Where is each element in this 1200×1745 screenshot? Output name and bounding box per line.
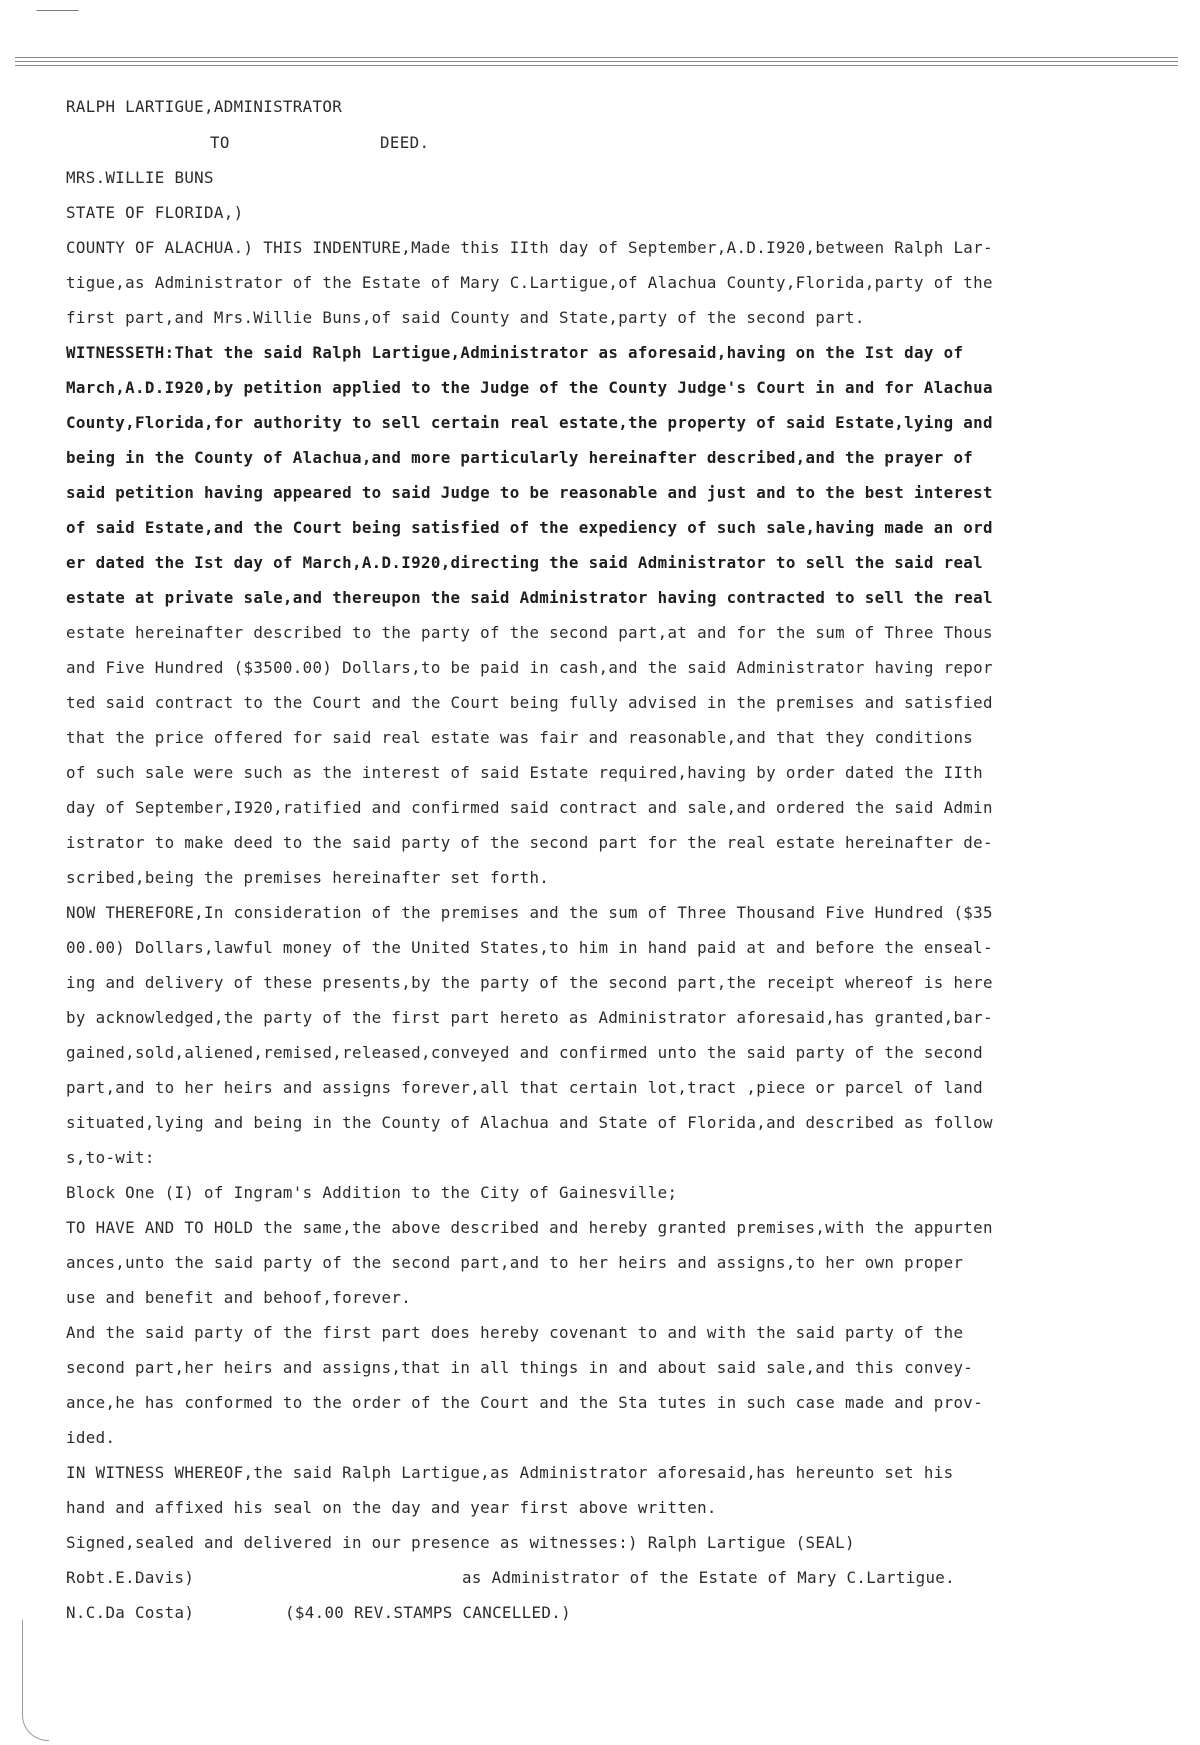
- body-line: of such sale were such as the interest of said Estate required,having by order dated the IIth: [66, 763, 984, 782]
- party-two-line: MRS.WILLIE BUNS: [66, 168, 214, 187]
- body-line: ance,he has conformed to the order of the Court and the Sta tutes in such case made and prov-: [66, 1393, 984, 1412]
- administrator-title: as Administrator of the Estate of Mary C.Lartigue.: [462, 1568, 956, 1587]
- body-line: by acknowledged,the party of the first part hereto as Administrator aforesaid,has granted,bar-: [66, 1008, 993, 1027]
- body-line: part,and to her heirs and assigns forever,all that certain lot,tract ,piece or parcel of land: [66, 1078, 984, 1097]
- body-line: er dated the Ist day of March,A.D.I920,directing the said Administrator to sell the said real: [66, 553, 984, 572]
- party-one-line: RALPH LARTIGUE,ADMINISTRATOR: [66, 97, 343, 116]
- body-line: IN WITNESS WHEREOF,the said Ralph Lartigue,as Administrator aforesaid,has hereunto set his: [66, 1463, 954, 1482]
- body-line: And the said party of the first part does hereby covenant to and with the said party of the: [66, 1323, 964, 1342]
- body-line: ided.: [66, 1428, 116, 1447]
- header-rule-mid: [15, 61, 1178, 62]
- body-line: scribed,being the premises hereinafter set forth.: [66, 868, 550, 887]
- body-line: second part,her heirs and assigns,that in all things in and about said sale,and this convey-: [66, 1358, 974, 1377]
- witness-two: N.C.Da Costa): [66, 1603, 195, 1622]
- body-line: ted said contract to the Court and the Court being fully advised in the premises and satisfied: [66, 693, 993, 712]
- body-line: hand and affixed his seal on the day and year first above written.: [66, 1498, 717, 1517]
- body-line: use and benefit and behoof,forever.: [66, 1288, 412, 1307]
- body-line: first part,and Mrs.Willie Buns,of said County and State,party of the second part.: [66, 308, 865, 327]
- body-line: s,to-wit:: [66, 1148, 155, 1167]
- body-line: estate at private sale,and thereupon the said Administrator having contracted to sell the real: [66, 588, 993, 607]
- state-line: STATE OF FLORIDA,): [66, 203, 244, 222]
- body-line: said petition having appeared to said Judge to be reasonable and just and to the best interest: [66, 483, 993, 502]
- header-rule-bottom: [15, 65, 1178, 66]
- revenue-stamps-note: ($4.00 REV.STAMPS CANCELLED.): [285, 1603, 571, 1622]
- body-line: of said Estate,and the Court being satisfied of the expediency of such sale,having made an ord: [66, 518, 993, 537]
- corner-scribble: [36, 4, 81, 11]
- body-line: March,A.D.I920,by petition applied to the Judge of the County Judge's Court in and for Alachua: [66, 378, 993, 397]
- header-rule-top: [15, 57, 1178, 58]
- body-line: Block One (I) of Ingram's Addition to the City of Gainesville;: [66, 1183, 678, 1202]
- body-line: TO HAVE AND TO HOLD the same,the above described and hereby granted premises,with the appurten: [66, 1218, 993, 1237]
- body-line: 00.00) Dollars,lawful money of the United States,to him in hand paid at and before the enseal-: [66, 938, 993, 957]
- body-line: estate hereinafter described to the party of the second part,at and for the sum of Three Thous: [66, 623, 993, 642]
- deed-label: DEED.: [380, 133, 430, 152]
- body-line: COUNTY OF ALACHUA.) THIS INDENTURE,Made this IIth day of September,A.D.I920,between Ralph Lar-: [66, 238, 993, 257]
- body-line: ances,unto the said party of the second part,and to her heirs and assigns,to her own proper: [66, 1253, 964, 1272]
- body-line: WITNESSETH:That the said Ralph Lartigue,Administrator as aforesaid,having on the Ist day of: [66, 343, 964, 362]
- witness-one: Robt.E.Davis): [66, 1568, 195, 1587]
- body-line: County,Florida,for authority to sell certain real estate,the property of said Estate,lying and: [66, 413, 993, 432]
- body-line: Signed,sealed and delivered in our presence as witnesses:) Ralph Lartigue (SEAL): [66, 1533, 855, 1552]
- body-line: being in the County of Alachua,and more particularly hereinafter described,and the prayer of: [66, 448, 974, 467]
- body-line: tigue,as Administrator of the Estate of Mary C.Lartigue,of Alachua County,Florida,party of the: [66, 273, 993, 292]
- body-line: and Five Hundred ($3500.00) Dollars,to be paid in cash,and the said Administrator having repor: [66, 658, 993, 677]
- body-line: day of September,I920,ratified and confirmed said contract and sale,and ordered the said Admin: [66, 798, 993, 817]
- body-line: ing and delivery of these presents,by the party of the second part,the receipt whereof is here: [66, 973, 993, 992]
- body-line: that the price offered for said real estate was fair and reasonable,and that they conditions: [66, 728, 974, 747]
- page-edge-curve: [22, 1620, 49, 1741]
- body-line: istrator to make deed to the said party of the second part for the real estate hereinafter de-: [66, 833, 993, 852]
- to-label: TO: [210, 133, 230, 152]
- body-line: situated,lying and being in the County of Alachua and State of Florida,and described as follow: [66, 1113, 993, 1132]
- body-line: gained,sold,aliened,remised,released,conveyed and confirmed unto the said party of the second: [66, 1043, 984, 1062]
- body-line: NOW THEREFORE,In consideration of the premises and the sum of Three Thousand Five Hundred ($35: [66, 903, 993, 922]
